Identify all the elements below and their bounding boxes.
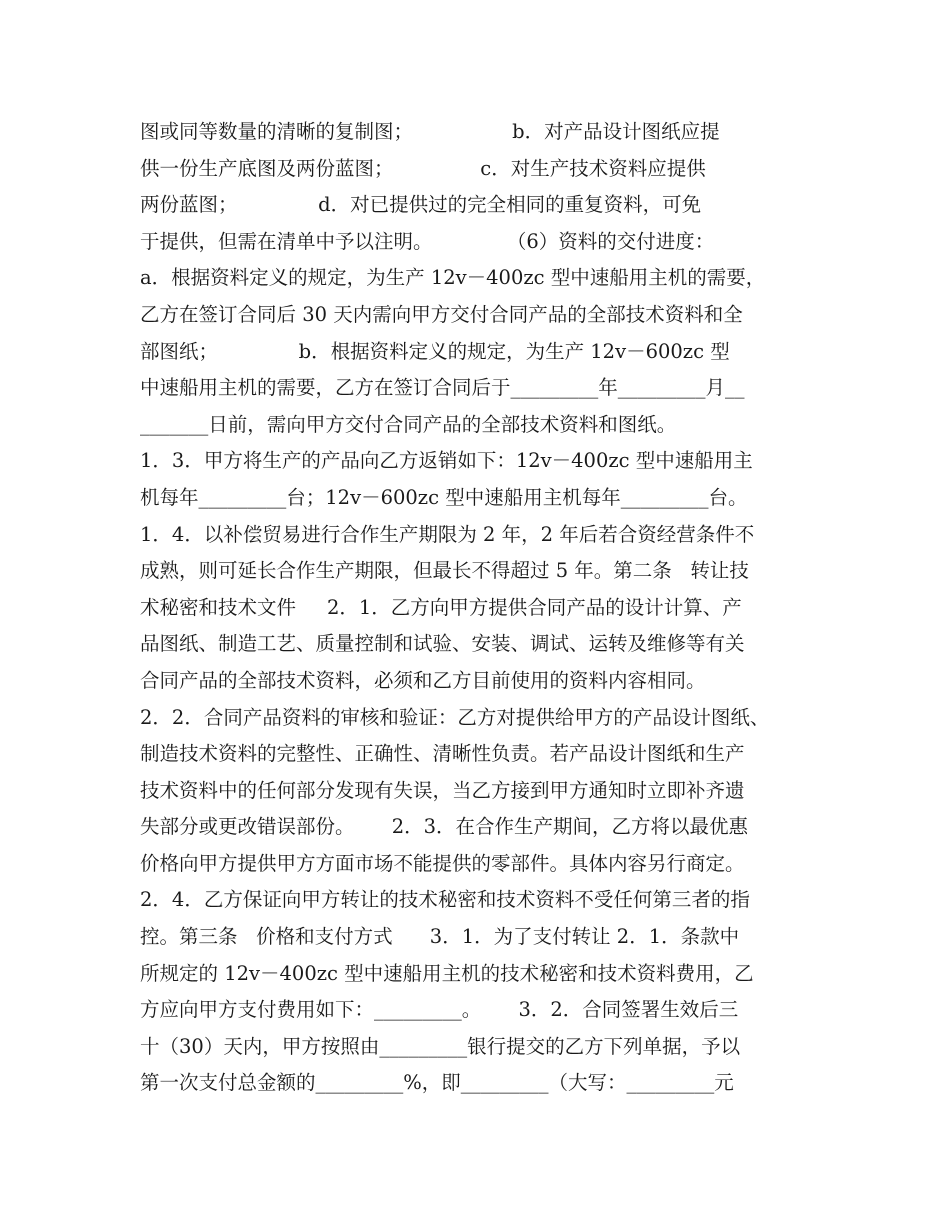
text-line: 2．4．乙方保证向甲方转让的技术秘密和技术资料不受任何第三者的指	[140, 888, 750, 912]
text-line: 价格向甲方提供甲方方面市场不能提供的零部件。具体内容另行商定。	[140, 851, 745, 875]
text-line: 于提供，但需在清单中予以注明。 （6）资料的交付进度：	[140, 229, 715, 253]
text-line: 技术资料中的任何部分发现有失误，当乙方接到甲方通知时立即补齐遗	[140, 778, 745, 802]
text-line: _______日前，需向甲方交付合同产品的全部技术资料和图纸。	[140, 412, 677, 436]
text-line: 品图纸、制造工艺、质量控制和试验、安装、调试、运转及维修等有关	[140, 632, 745, 656]
text-line: 制造技术资料的完整性、正确性、清晰性负责。若产品设计图纸和生产	[140, 742, 745, 766]
text-line: 十（30）天内，甲方按照由_________银行提交的乙方下列单据，予以	[140, 1034, 741, 1058]
text-line: 乙方在签订合同后 30 天内需向甲方交付合同产品的全部技术资料和全	[140, 302, 743, 326]
text-line: 控。第三条 价格和支付方式 3．1．为了支付转让 2．1．条款中	[140, 925, 740, 949]
text-line: 所规定的 12v－400zc 型中速船用主机的技术秘密和技术资料费用，乙	[140, 961, 754, 985]
text-line: a．根据资料定义的规定，为生产 12v－400zc 型中速船用主机的需要，	[140, 266, 766, 290]
text-line: 1．4．以补偿贸易进行合作生产期限为 2 年，2 年后若合资经营条件不	[140, 522, 755, 546]
text-line: 1．3．甲方将生产的产品向乙方返销如下：12v－400zc 型中速船用主	[140, 449, 753, 473]
text-line: 两份蓝图； d．对已提供过的完全相同的重复资料，可免	[140, 193, 702, 217]
text-line: 机每年_________台；12v－600zc 型中速船用主机每年_________台。	[140, 485, 748, 509]
text-line: 合同产品的全部技术资料，必须和乙方目前使用的资料内容相同。	[140, 668, 706, 692]
text-line: 方应向甲方支付费用如下：_________。 3．2．合同签署生效后三	[140, 998, 739, 1022]
text-line: 第一次支付总金额的_________%，即_________（大写：_________元	[140, 1071, 734, 1095]
text-line: 失部分或更改错误部份。 2．3．在合作生产期间，乙方将以最优惠	[140, 815, 749, 839]
text-line: 中速船用主机的需要，乙方在签订合同后于_________年_________月__	[140, 376, 745, 400]
contract-body-text	[140, 114, 820, 1102]
text-line: 供一份生产底图及两份蓝图； c．对生产技术资料应提供	[140, 156, 706, 180]
text-line: 术秘密和技术文件 2．1．乙方向甲方提供合同产品的设计计算、产	[140, 595, 742, 619]
text-line: 图或同等数量的清晰的复制图； b．对产品设计图纸应提	[140, 120, 720, 143]
text-line: 成熟，则可延长合作生产期限，但最长不得超过 5 年。第二条 转让技	[140, 559, 749, 583]
text-line: 2．2．合同产品资料的审核和验证：乙方对提供给甲方的产品设计图纸、	[140, 705, 770, 729]
text-line: 部图纸； b．根据资料定义的规定，为生产 12v－600zc 型	[140, 339, 730, 363]
